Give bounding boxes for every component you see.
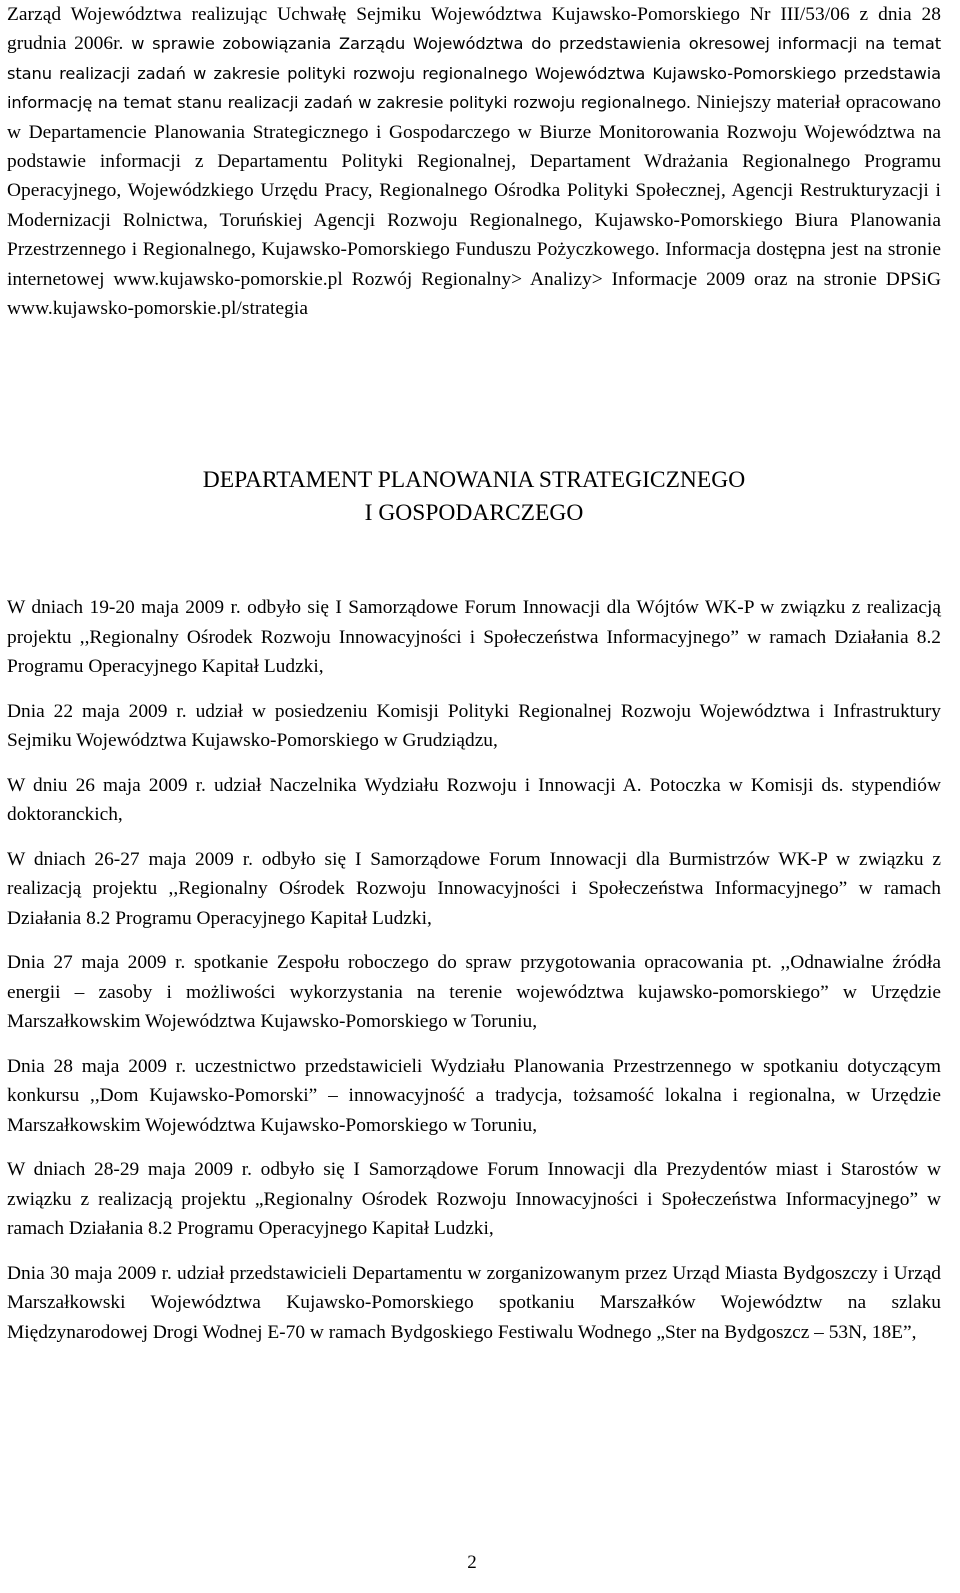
department-heading (7, 464, 941, 530)
intro-text-part1: Zarząd Województwa realizując Uchwałę Sejmiku Województwa Kujawsko-Pomorskiego Nr III/53/06 z dnia 28 grudnia 2006r. (7, 4, 941, 55)
department-heading-line2: I GOSPODARCZEGO (364, 500, 584, 526)
event-entry: W dniach 19-20 maja 2009 r. odbyło się I Samorządowe Forum Innowacji dla Wójtów WK-P w związku z realizacją projektu ,,Regionalny Ośrodek Rozwoju Innowacyjności i Społeczeństwa Informacyjnego” w ramach Działania 8.2 Programu Operacyjnego Kapitał Ludzki, (7, 597, 941, 677)
intro-paragraph (7, 0, 941, 323)
event-entry: Dnia 30 maja 2009 r. udział przedstawicieli Departamentu w zorganizowanym przez Urząd Miasta Bydgoszczy i Urząd Marszałkowski Województwa Kujawsko-Pomorskiego spotkaniu Marszałków Województw na szlaku Międzynarodowej Drogi Wodnej E-70 w ramach Bydgoskiego Festiwalu Wodnego „Ster na Bydgoszcz – 53N, 18E”, (7, 1262, 941, 1343)
department-heading-line1: DEPARTAMENT PLANOWANIA STRATEGICZNEGO (202, 467, 746, 493)
event-entry: Dnia 22 maja 2009 r. udział w posiedzeniu Komisji Polityki Regionalnej Rozwoju Województwa i Infrastruktury Sejmiku Województwa Kujawsko-Pomorskiego w Grudziądzu, (7, 700, 941, 751)
event-entry: W dniach 26-27 maja 2009 r. odbyło się I Samorządowe Forum Innowacji dla Burmistrzów WK-P w związku z realizacją projektu ,,Regionalny Ośrodek Rozwoju Innowacyjności i Społeczeństwa Informacyjnego” w ramach Działania 8.2 Programu Operacyjnego Kapitał Ludzki, (7, 848, 941, 929)
events-list (7, 593, 941, 1362)
event-entry: Dnia 28 maja 2009 r. uczestnictwo przedstawicieli Wydziału Planowania Przestrzennego w spotkaniu dotyczącym konkursu ,,Dom Kujawsko-Pomorski” – innowacyjność a tradycja, tożsamość lokalna i regionalna, w Urzędzie Marszałkowskim Województwa Kujawsko-Pomorskiego w Toruniu, (7, 1055, 941, 1136)
intro-text-part2: w sprawie zobowiązania Zarządu Województwa do przedstawienia okresowej informacji na temat stanu realizacji zadań w zakresie polityki rozwoju regionalnego Województwa Kujawsko-Pomorskiego przedstawia informację na temat stanu realizacji zadań w zakresie polityki rozwoju regionalnego. (7, 34, 941, 113)
intro-text-part3: Niniejszy materiał opracowano w Departamencie Planowania Strategicznego i Gospodarczego w Biurze Monitorowania Rozwoju Województwa na podstawie informacji z Departamentu Polityki Regionalnej, Departament Wdrażania Regionalnego Programu Operacyjnego, Wojewódzkiego Urzędu Pracy, Regionalnego Ośrodka Polityki Społecznej, Agencji Restrukturyzacji i Modernizacji Rolnictwa, Toruńskiej Agencji Rozwoju Regionalnego, Kujawsko-Pomorskiego Biura Planowania Przestrzennego i Regionalnego, Kujawsko-Pomorskiego Funduszu Pożyczkowego. Informacja dostępna jest na stronie internetowej www.kujawsko-pomorskie.pl Rozwój Regionalny> Analizy> Informacje 2009 oraz na stronie DPSiG www.kujawsko-pomorskie.pl/strategia (7, 92, 941, 320)
event-entry: W dniach 28-29 maja 2009 r. odbyło się I Samorządowe Forum Innowacji dla Prezydentów miast i Starostów w związku z realizacją projektu „Regionalny Ośrodek Rozwoju Innowacyjności i Społeczeństwa Informacyjnego” w ramach Działania 8.2 Programu Operacyjnego Kapitał Ludzki, (7, 1159, 941, 1239)
page-number: 2 (467, 1552, 477, 1573)
event-entry: W dniu 26 maja 2009 r. udział Naczelnika Wydziału Rozwoju i Innowacji A. Potoczka w Komisji ds. stypendiów doktoranckich, (7, 774, 941, 825)
document-page (7, 0, 941, 1343)
event-entry: Dnia 27 maja 2009 r. spotkanie Zespołu roboczego do spraw przygotowania opracowania pt. ,,Odnawialne źródła energii – zasoby i możliwości wykorzystania na terenie województwa kujawsko-pomorskiego” w Urzędzie Marszałkowskim Województwa Kujawsko-Pomorskiego w Toruniu, (7, 952, 941, 1032)
